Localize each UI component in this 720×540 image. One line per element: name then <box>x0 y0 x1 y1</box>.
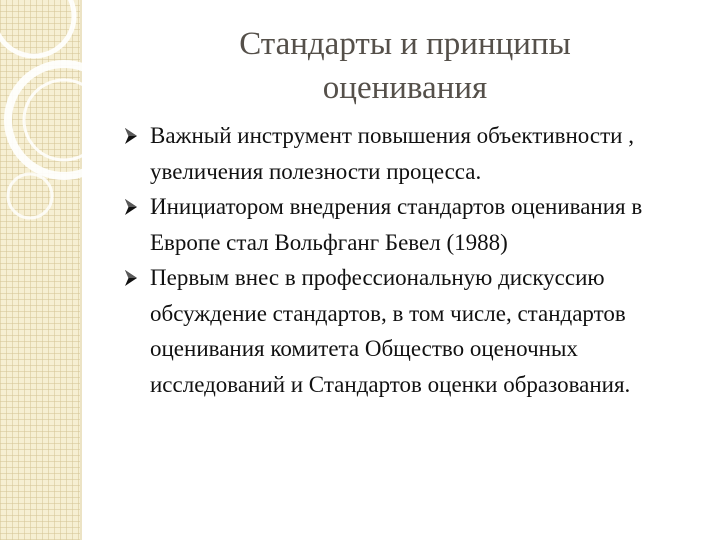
bullet-item <box>122 260 692 402</box>
bullet-text: Важный инструмент повышения объективности , увеличения полезности процесса. <box>150 123 634 184</box>
arrowhead-bullet-icon <box>122 198 140 216</box>
decorative-rings-icon <box>0 0 140 240</box>
arrowhead-bullet-icon <box>122 127 140 145</box>
bullet-item <box>122 189 692 260</box>
slide-title-line-1: Стандарты и принципы <box>239 26 571 62</box>
bullet-text: Инициатором внедрения стандартов оценивания в Европе стал Вольфганг Бевел (1988) <box>150 194 643 255</box>
slide-title <box>150 22 660 110</box>
bullet-list <box>122 118 692 402</box>
bullet-text: Первым внес в профессиональную дискуссию обсуждение стандартов, в том числе, стандартов оценивания комитета Общество оценочных исследований и Стандартов оценки образования. <box>150 265 631 397</box>
slide-title-line-2: оценивания <box>322 70 488 106</box>
bullet-item <box>122 118 692 189</box>
arrowhead-bullet-icon <box>122 269 140 287</box>
